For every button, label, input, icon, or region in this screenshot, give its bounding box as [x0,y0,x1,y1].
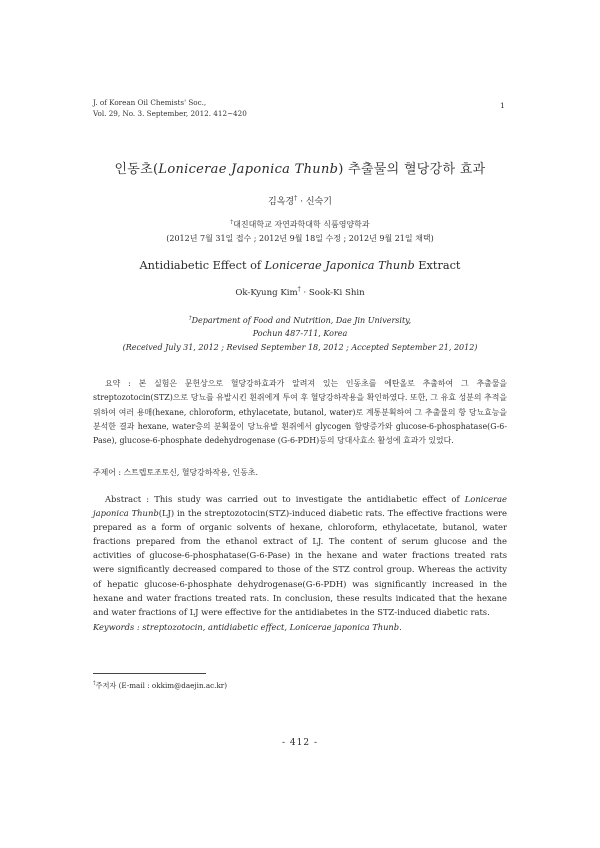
title-english-suffix: Extract [414,259,461,272]
abstract-english-species: Lonicerae japonica Thunb [93,494,507,519]
abstract-english-lead: Abstract : This study was carried out to investigate the antidiabetic effect of [105,494,465,504]
author-korean-first: 김옥경 [268,197,295,207]
dagger-mark: † [188,315,192,322]
title-korean-suffix: ) 추출물의 혈당강하 효과 [338,162,486,177]
title-english-prefix: Antidiabetic Effect of [139,259,265,272]
journal-name: J. of Korean Oil Chemists' Soc., [93,98,207,107]
affiliation-english-line1: Department of Food and Nutrition, Dae Jin University, [191,316,412,325]
abstract-english [93,492,507,619]
journal-citation [93,97,247,119]
title-korean-prefix: 인동초( [114,162,159,177]
title-korean [0,158,600,177]
abstract-korean: 요약 : 본 실험은 문헌상으로 혈당강하효과가 알려져 있는 인동초를 에탄올로 추출하여 그 추출물을 streptozotocin(STZ)으로 당뇨를 유발시킨 흰쥐에게 투여 후 혈당강하작용을 확인하였다. 또한, 그 유효 성분의 추적을 위하여 여러 용매(hexane, chloroform, ethylacetate, butanol, water)로 계통분획하여 그 추출물의 항 당뇨효능을 분석한 결과 hexane, water층의 분획물이 당뇨유발 흰쥐에서 glycogen 함량증가와 glucose-6-phosphatase(G-6-Pase), glucose-6-phosphate dedehydrogenase (G-6-PDH)등의 당대사효소 활성에 효과가 있었다. [93,379,507,446]
author-korean-rest: · 신숙기 [297,197,332,207]
affiliation-korean [0,218,600,246]
dagger-mark: † [294,195,298,202]
authors-english [0,288,600,298]
dates-korean: (2012년 7월 31일 접수 ; 2012년 9월 18일 수정 ; 2012년 9월 21일 채택) [166,234,434,243]
author-english-first: Ok-Kyung Kim [235,288,298,298]
author-english-rest: · Sook-Ki Shin [300,288,365,298]
title-korean-species: Lonicerae Japonica Thunb [158,162,339,177]
keywords-korean: 주제어 : 스트렙토조토신, 혈당강하작용, 인동초. [93,468,259,477]
page-number-top: 1 [500,101,505,110]
dagger-mark: † [93,680,96,687]
dagger-mark: † [297,286,301,294]
title-english-species: Lonicerae Japonica Thunb [264,259,415,272]
dagger-mark: † [230,219,234,226]
footnote-divider [93,673,206,674]
affiliation-english [0,314,600,354]
title-english [0,259,600,272]
affiliation-english-line2: Pochun 487-711, Korea [252,329,348,339]
dates-english: (Received July 31, 2012 ; Revised September 18, 2012 ; Accepted September 21, 2012) [122,342,478,352]
footnote [93,681,227,691]
page-number-bottom: - 412 - [282,738,318,748]
journal-volume: Vol. 29, No. 3. September, 2012. 412~420 [93,109,247,118]
authors-korean [0,194,600,207]
footnote-text: 주저자 (E-mail : okkim@daejin.ac.kr) [95,681,228,690]
affiliation-korean-text: 대진대학교 자연과학대학 식품영양학과 [233,220,370,229]
keywords-english: Keywords : streptozotocin, antidiabetic effect, Lonicerae japonica Thunb. [93,622,402,632]
abstract-english-body: (LJ) in the streptozotocin(STZ)-induced diabetic rats. The effective fractions were prepared as a form of organic solvents of hexane, chloroform, ethylacetate, butanol, water fractions prepared from the ethanol extract of LJ. The content of serum glucose and the activities of glucose-6-phosphatase(G-6-Pase) in the hexane and water fractions treated rats were significantly decreased compared to those of the STZ control group. Whereas the activity of hepatic glucose-6-phosphate dehydrogenase(G-6-PDH) was significantly increased in the hexane and water fractions treated rats. In conclusion, these results indicated that the hexane and water fractions of LJ were effective for the antidiabetes in the STZ-induced diabetic rats. [93,508,507,617]
